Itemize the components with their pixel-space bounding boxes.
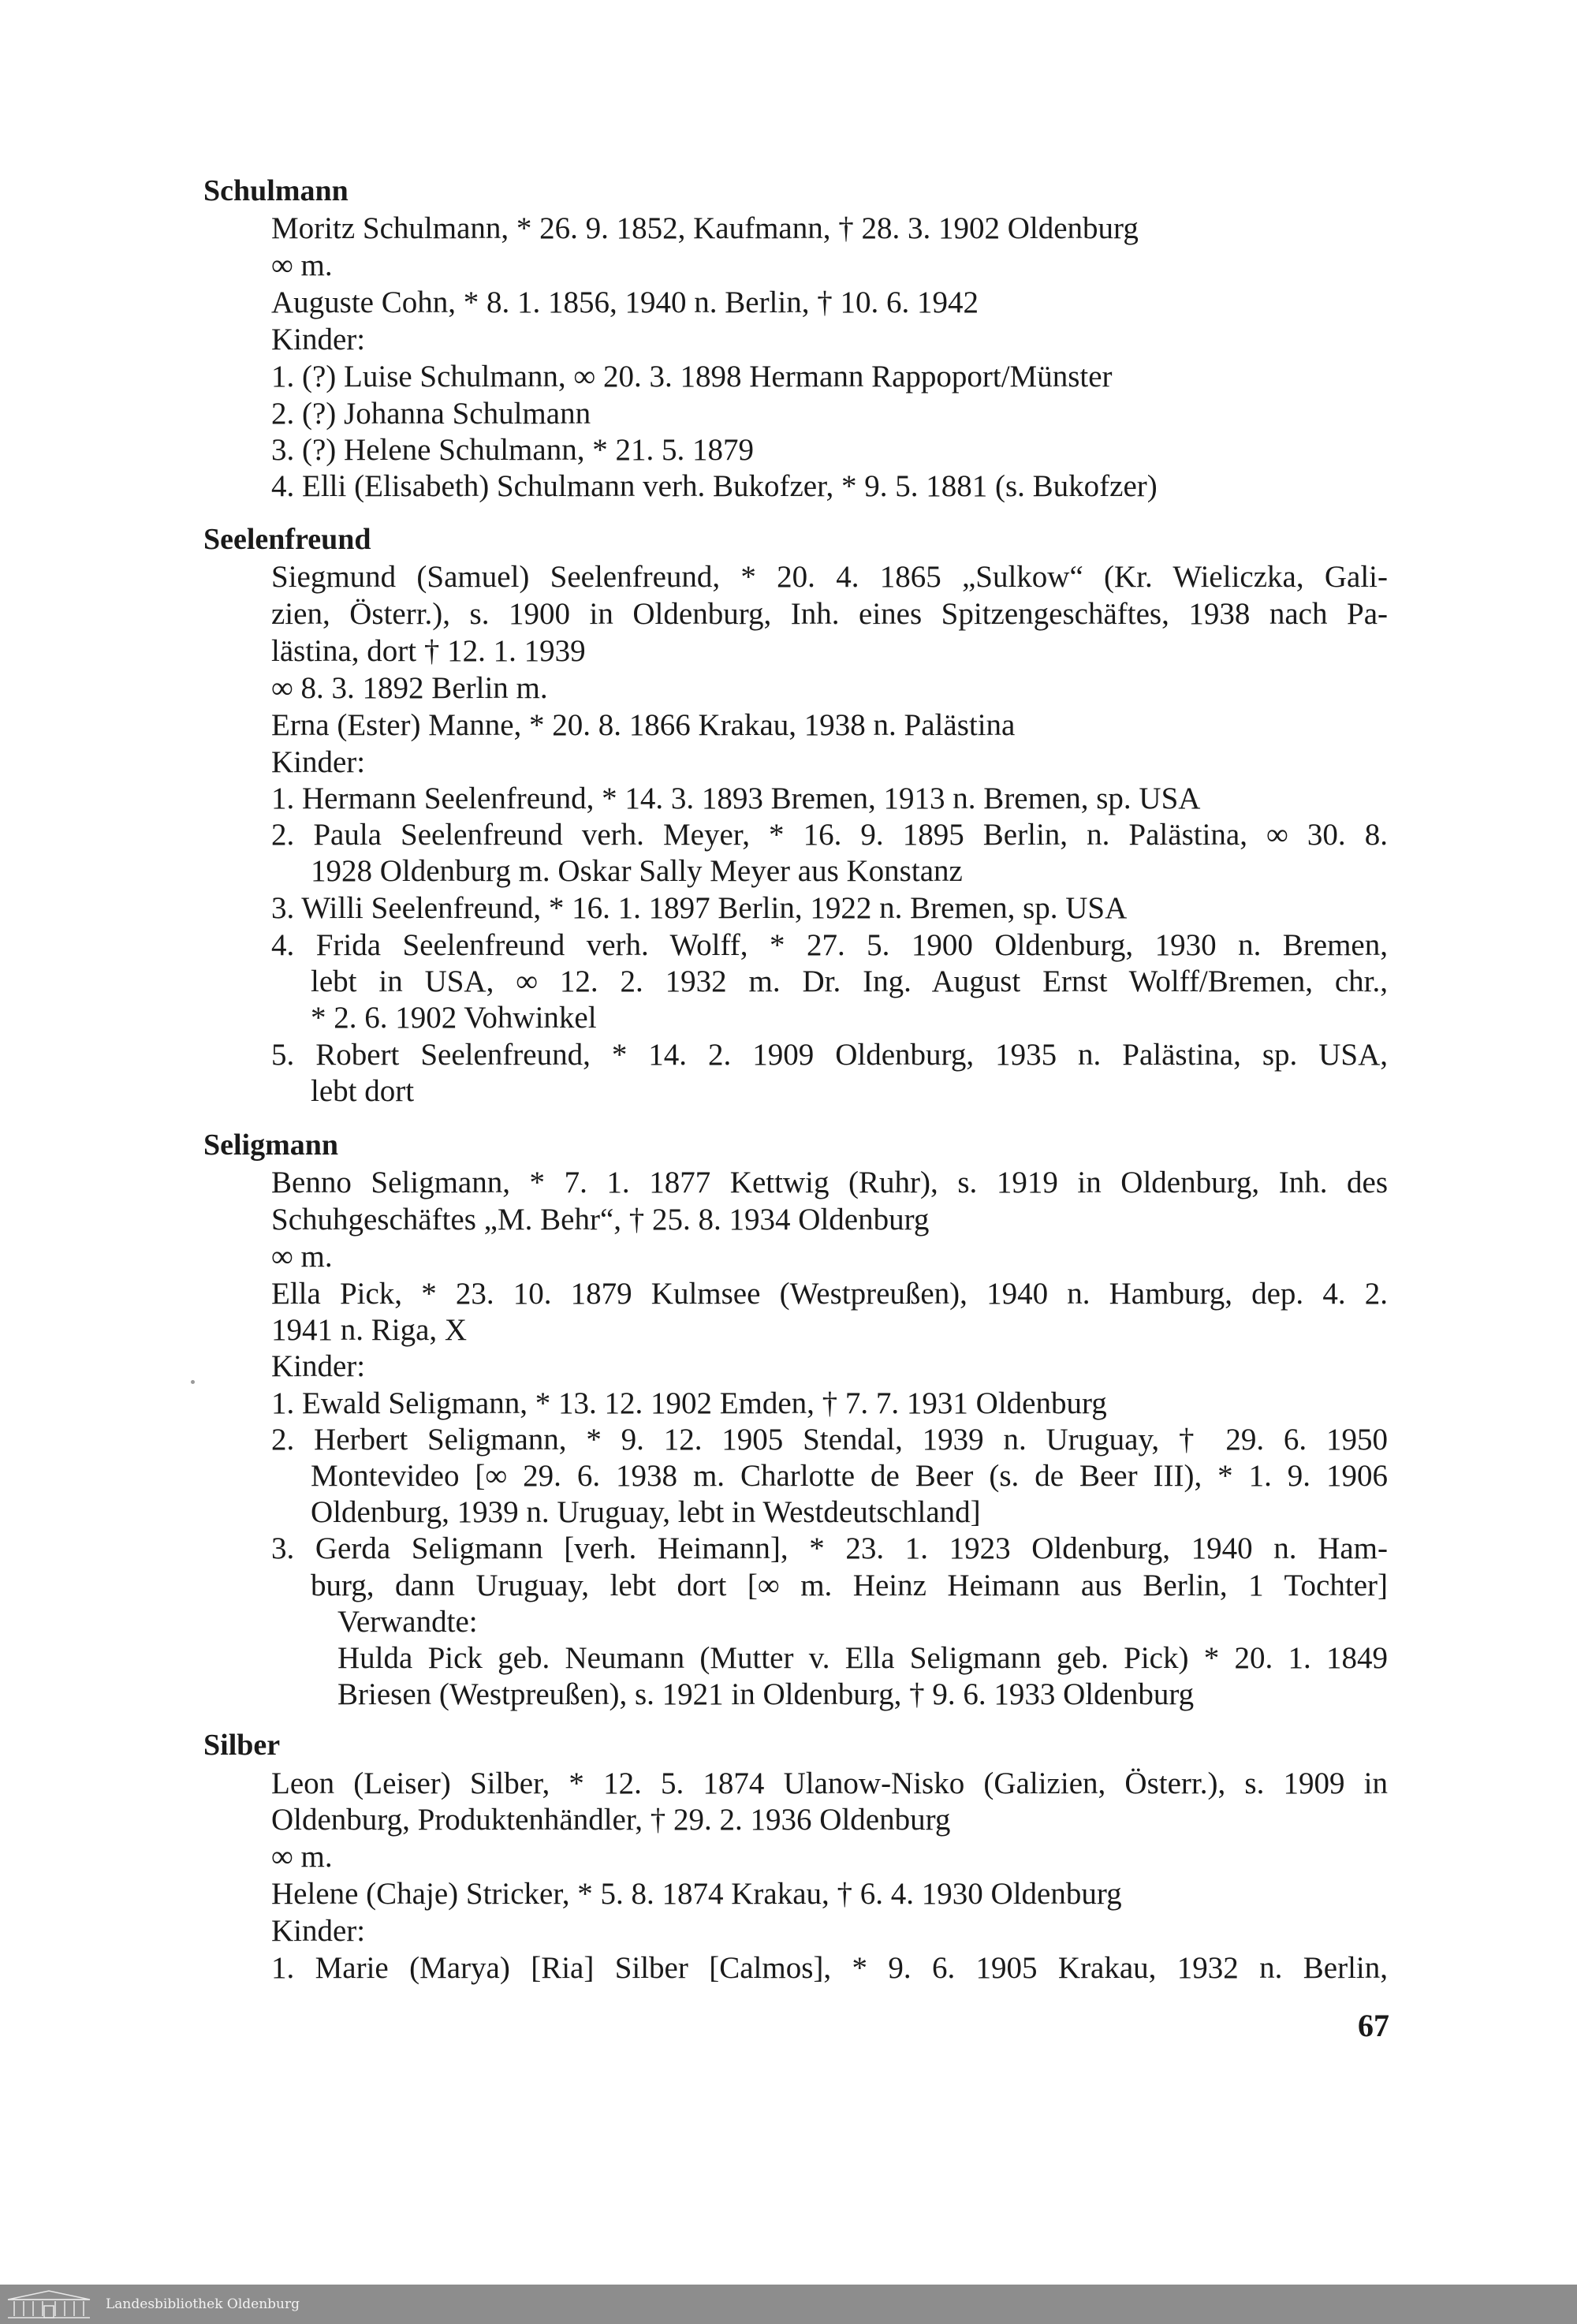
entry-line: 1928 Oldenburg m. Oskar Sally Meyer aus Konstanz: [311, 854, 963, 888]
entry-line: Ella Pick, * 23. 10. 1879 Kulmsee (Westpreußen), 1940 n. Hamburg, dep. 4. 2.: [271, 1277, 1388, 1311]
entry-line: Moritz Schulmann, * 26. 9. 1852, Kaufmann, † 28. 3. 1902 Oldenburg: [271, 211, 1139, 245]
entry-line: Auguste Cohn, * 8. 1. 1856, 1940 n. Berlin, † 10. 6. 1942: [271, 285, 979, 319]
entry-line: Siegmund (Samuel) Seelenfreund, * 20. 4. 1865 „Sulkow“ (Kr. Wieliczka, Gali-: [271, 560, 1388, 594]
entry-line: Oldenburg, Produktenhändler, † 29. 2. 1936 Oldenburg: [271, 1803, 951, 1837]
scan-speck: [191, 1380, 195, 1384]
library-building-icon: [5, 2289, 93, 2320]
entry-line: zien, Österr.), s. 1900 in Oldenburg, Inh. eines Spitzengeschäftes, 1938 nach Pa-: [271, 597, 1388, 631]
entry-line: ∞ m.: [271, 1240, 333, 1274]
entry-line: 1. Ewald Seligmann, * 13. 12. 1902 Emden, † 7. 7. 1931 Oldenburg: [271, 1386, 1107, 1420]
entry-line: Kinder:: [271, 1914, 366, 1948]
entry-line: lästina, dort † 12. 1. 1939: [271, 634, 586, 668]
entry-line: 2. (?) Johanna Schulmann: [271, 397, 591, 431]
entry-line: Erna (Ester) Manne, * 20. 8. 1866 Krakau, 1938 n. Palästina: [271, 708, 1016, 742]
entry-line: Oldenburg, 1939 n. Uruguay, lebt in Westdeutschland]: [311, 1495, 981, 1529]
entry-line: 3. Gerda Seligmann [verh. Heimann], * 23. 1. 1923 Oldenburg, 1940 n. Ham-: [271, 1531, 1388, 1565]
entry-line: 1. (?) Luise Schulmann, ∞ 20. 3. 1898 Hermann Rappoport/Münster: [271, 360, 1113, 394]
entry-line: 3. Willi Seelenfreund, * 16. 1. 1897 Berlin, 1922 n. Bremen, sp. USA: [271, 891, 1128, 925]
entry-line: lebt dort: [311, 1074, 415, 1108]
entry-line: 1. Marie (Marya) [Ria] Silber [Calmos], * 9. 6. 1905 Krakau, 1932 n. Berlin,: [271, 1951, 1388, 1985]
entry-line: * 2. 6. 1902 Vohwinkel: [311, 1001, 597, 1035]
entry-line: Schuhgeschäftes „M. Behr“, † 25. 8. 1934 Oldenburg: [271, 1203, 930, 1237]
entry-heading-silber: Silber: [203, 1729, 281, 1762]
entry-line: 4. Elli (Elisabeth) Schulmann verh. Bukofzer, * 9. 5. 1881 (s. Bukofzer): [271, 469, 1158, 503]
entry-line: 1. Hermann Seelenfreund, * 14. 3. 1893 Bremen, 1913 n. Bremen, sp. USA: [271, 782, 1201, 815]
entry-line: Leon (Leiser) Silber, * 12. 5. 1874 Ulanow-Nisko (Galizien, Österr.), s. 1909 in: [271, 1766, 1388, 1800]
entry-line: Kinder:: [271, 323, 366, 356]
entry-line: Hulda Pick geb. Neumann (Mutter v. Ella Seligmann geb. Pick) * 20. 1. 1849: [337, 1641, 1388, 1675]
entry-line: 2. Herbert Seligmann, * 9. 12. 1905 Stendal, 1939 n. Uruguay, † 29. 6. 1950: [271, 1423, 1388, 1457]
entry-line: ∞ m.: [271, 248, 333, 282]
entry-line: Kinder:: [271, 745, 366, 779]
entry-line: 1941 n. Riga, X: [271, 1313, 468, 1347]
entry-line: 5. Robert Seelenfreund, * 14. 2. 1909 Oldenburg, 1935 n. Palästina, sp. USA,: [271, 1038, 1388, 1072]
page-number: 67: [1358, 2008, 1389, 2043]
entry-line: ∞ m.: [271, 1840, 333, 1874]
entry-line: Montevideo [∞ 29. 6. 1938 m. Charlotte de Beer (s. de Beer III), * 1. 9. 1906: [311, 1459, 1388, 1493]
entry-line: 2. Paula Seelenfreund verh. Meyer, * 16. 9. 1895 Berlin, n. Palästina, ∞ 30. 8.: [271, 818, 1388, 852]
entry-heading-schulmann: Schulmann: [203, 174, 349, 207]
entry-line: Verwandte:: [337, 1605, 478, 1639]
entry-line: 3. (?) Helene Schulmann, * 21. 5. 1879: [271, 433, 754, 467]
footer-library-name: Landesbibliothek Oldenburg: [106, 2296, 300, 2312]
entry-heading-seligmann: Seligmann: [203, 1128, 339, 1162]
entry-line: lebt in USA, ∞ 12. 2. 1932 m. Dr. Ing. August Ernst Wolff/Bremen, chr.,: [311, 964, 1388, 998]
entry-line: burg, dann Uruguay, lebt dort [∞ m. Heinz Heimann aus Berlin, 1 Tochter]: [311, 1569, 1388, 1602]
entry-line: Benno Seligmann, * 7. 1. 1877 Kettwig (Ruhr), s. 1919 in Oldenburg, Inh. des: [271, 1166, 1388, 1199]
entry-line: 4. Frida Seelenfreund verh. Wolff, * 27. 5. 1900 Oldenburg, 1930 n. Bremen,: [271, 928, 1388, 962]
entry-line: ∞ 8. 3. 1892 Berlin m.: [271, 671, 548, 705]
entry-line: Briesen (Westpreußen), s. 1921 in Oldenburg, † 9. 6. 1933 Oldenburg: [337, 1677, 1195, 1711]
entry-line: Kinder:: [271, 1349, 366, 1383]
entry-line: Helene (Chaje) Stricker, * 5. 8. 1874 Krakau, † 6. 4. 1930 Oldenburg: [271, 1877, 1122, 1911]
entry-heading-seelenfreund: Seelenfreund: [203, 523, 371, 556]
